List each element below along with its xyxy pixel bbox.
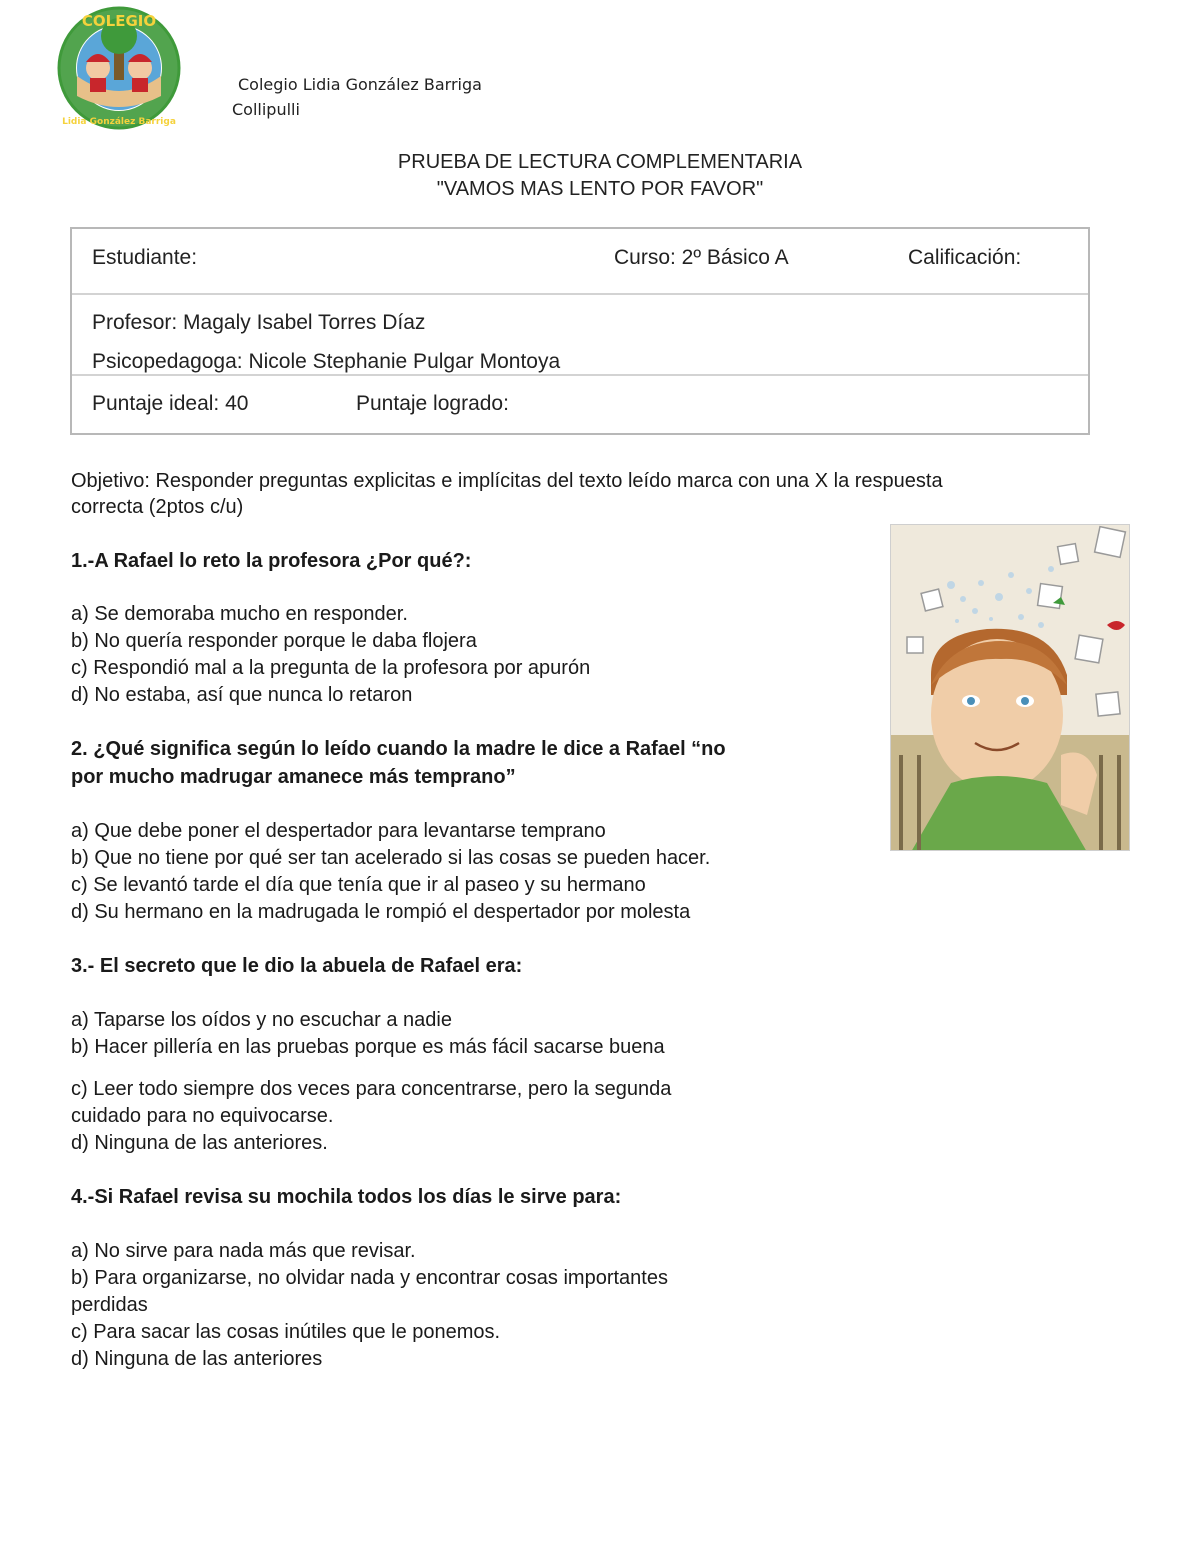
question-3-option-b[interactable]: b) Hacer pillería en las pruebas porque es más fácil sacarse buena xyxy=(71,1036,665,1058)
question-3-option-c-continued: cuidado para no equivocarse. xyxy=(71,1105,334,1127)
question-1-option-c[interactable]: c) Respondió mal a la pregunta de la profesora por apurón xyxy=(71,657,591,679)
grade-label: Calificación: xyxy=(908,246,1022,269)
course-label: Curso: 2º Básico A xyxy=(614,246,789,269)
school-logo xyxy=(56,6,182,130)
title-line-2: "VAMOS MAS LENTO POR FAVOR" xyxy=(436,178,764,200)
page-title xyxy=(0,149,1200,203)
story-illustration xyxy=(890,524,1130,851)
question-4-option-c[interactable]: c) Para sacar las cosas inútiles que le ponemos. xyxy=(71,1321,501,1343)
question-3-option-d[interactable]: d) Ninguna de las anteriores. xyxy=(71,1132,328,1154)
ideal-score-label: Puntaje ideal: 40 xyxy=(92,392,249,415)
question-1-option-a[interactable]: a) Se demoraba mucho en responder. xyxy=(71,603,408,625)
info-divider xyxy=(72,293,1088,295)
achieved-score-label: Puntaje logrado: xyxy=(356,392,509,415)
question-3-option-a[interactable]: a) Taparse los oídos y no escuchar a nadie xyxy=(71,1009,452,1031)
question-2-option-c[interactable]: c) Se levantó tarde el día que tenía que ir al paseo y su hermano xyxy=(71,874,646,896)
question-3-title: 3.- El secreto que le dio la abuela de Rafael era: xyxy=(71,955,523,977)
objective xyxy=(71,468,1081,520)
svg-text:COLEGIO: COLEGIO xyxy=(81,12,157,30)
question-1-option-b[interactable]: b) No quería responder porque le daba flojera xyxy=(71,630,477,652)
question-4-option-d[interactable]: d) Ninguna de las anteriores xyxy=(71,1348,323,1370)
question-3-option-c[interactable]: c) Leer todo siempre dos veces para concentrarse, pero la segunda xyxy=(71,1078,672,1100)
question-4-option-a[interactable]: a) No sirve para nada más que revisar. xyxy=(71,1240,416,1262)
teacher-label: Profesor: Magaly Isabel Torres Díaz xyxy=(92,311,426,334)
question-4-option-b-continued: perdidas xyxy=(71,1294,148,1316)
title-line-1: PRUEBA DE LECTURA COMPLEMENTARIA xyxy=(397,151,803,173)
objective-line-1: Objetivo: Responder preguntas explicitas e implícitas del texto leído marca con una X la respuesta xyxy=(71,470,943,492)
boy-thinking-illustration xyxy=(891,525,1130,851)
school-name: Colegio Lidia González Barriga xyxy=(238,75,482,94)
psychopedagogue-label: Psicopedagoga: Nicole Stephanie Pulgar Montoya xyxy=(92,350,561,373)
question-1-title: 1.-A Rafael lo reto la profesora ¿Por qué?: xyxy=(71,550,472,572)
school-city: Collipulli xyxy=(232,100,300,119)
svg-text:Lidia González Barriga: Lidia González Barriga xyxy=(62,117,176,127)
question-2-title-line-1: 2. ¿Qué significa según lo leído cuando la madre le dice a Rafael “no xyxy=(71,738,726,760)
question-1-option-d[interactable]: d) No estaba, así que nunca lo retaron xyxy=(71,684,413,706)
question-2-option-a[interactable]: a) Que debe poner el despertador para levantarse temprano xyxy=(71,820,606,842)
question-2-option-b[interactable]: b) Que no tiene por qué ser tan acelerado si las cosas se pueden hacer. xyxy=(71,847,711,869)
question-4-option-b[interactable]: b) Para organizarse, no olvidar nada y encontrar cosas importantes xyxy=(71,1267,668,1289)
question-2-option-d[interactable]: d) Su hermano en la madrugada le rompió el despertador por molesta xyxy=(71,901,691,923)
student-info-box xyxy=(70,227,1090,435)
objective-line-2: correcta (2ptos c/u) xyxy=(71,496,244,518)
student-label: Estudiante: xyxy=(92,246,198,269)
school-header xyxy=(232,72,482,122)
question-2-title-line-2: por mucho madrugar amanece más temprano” xyxy=(71,766,516,788)
question-4-title: 4.-Si Rafael revisa su mochila todos los días le sirve para: xyxy=(71,1186,622,1208)
school-logo-icon xyxy=(56,6,182,130)
